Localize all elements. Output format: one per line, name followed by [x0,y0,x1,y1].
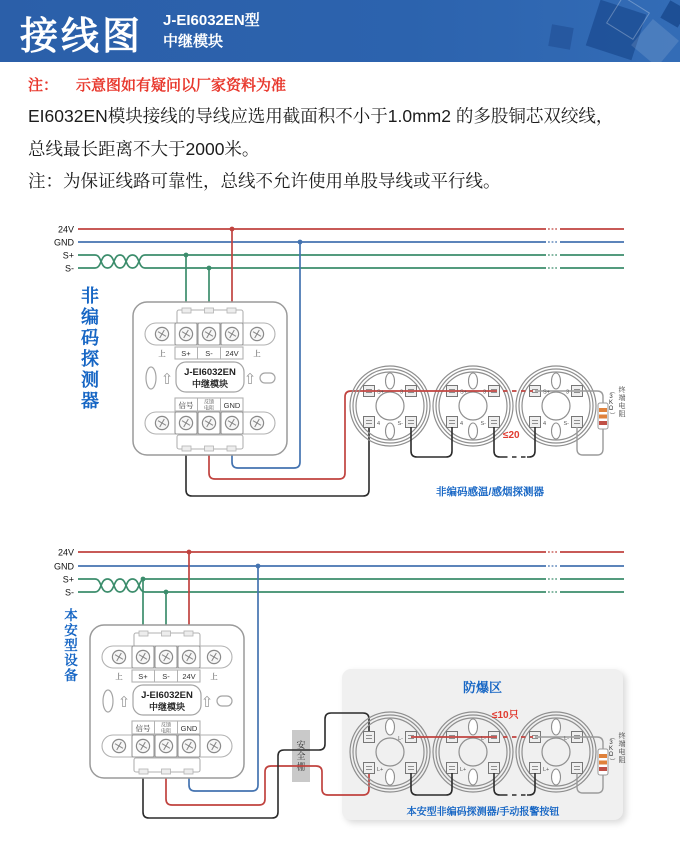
detector-base [516,712,596,792]
screw-icon [155,416,168,429]
det-terminal-label: 3 [399,389,403,396]
junction-dot [184,253,189,258]
det-terminal-label: 3 [565,389,569,396]
det-terminal-label: S+ [543,389,550,396]
model-subtitle [163,10,260,52]
bus-label-sminus: S- [65,263,74,274]
safety-barrier: 安全栅 [292,730,310,782]
screw-icon [112,739,125,752]
detector-base [433,712,513,792]
terminal-label: 信号 [178,401,194,410]
max-count-note-1: ≤20 [503,430,520,441]
det-terminal-label: L- [481,736,486,742]
detector-caption-2: 本安型非编码探测器/手动报警按钮 [406,807,560,818]
det-terminal-label: S- [480,421,486,427]
module-type: 中继模块 [191,379,229,389]
up-arrow-icon: ⇧ [243,371,257,388]
spec-text-line1: EI6032EN模块接线的导线应选用截面积不小于1.0mm2 的多股铜芯双绞线， [28,106,614,126]
bus-label-splus: S+ [62,574,74,585]
det-terminal-label: L+ [377,767,384,773]
terminal-label: 信号 [135,724,151,733]
relay-module-1 [133,302,287,455]
side-label-diagram1: 非编码探测器 [79,286,99,412]
bus-lines-2 [54,548,624,598]
up-arrow-icon: ⇧ [117,694,131,711]
terminal-label: 电阻 [203,405,215,412]
screw-icon [136,739,149,752]
bus-label-gnd: GND [54,237,74,248]
det-terminal-label: 4 [377,421,381,427]
det-terminal-label: L+ [543,767,550,773]
terminal-label: 上 [210,672,218,681]
detector-base [350,366,430,446]
page-title: 接线图 [20,16,144,58]
bus-label-24v: 24V [57,224,74,235]
detector-caption-1: 非编码感温/感烟探测器 [436,486,544,498]
terminal-label: 电阻 [160,728,172,735]
screw-icon [159,650,172,663]
det-terminal-label: 4 [460,421,464,427]
junction-dot [164,590,169,595]
screw-icon [159,739,172,752]
mount-slot [103,690,113,712]
bus-label-sminus: S- [65,587,74,598]
resistor-label-2: 终端电阻 [618,732,625,764]
det-terminal-label: L+ [460,767,467,773]
resistor-value-2: （3KΩ） [608,734,614,764]
junction-dot [207,266,212,271]
terminal-label: GND [180,724,198,733]
wire-sminus-bus-twisted [78,579,546,592]
module-name: J-EI6032EN [141,690,193,701]
terminal-label: 24V [225,349,239,358]
model-name: J-EI6032EN型 [163,12,260,29]
detector-row-2 [350,712,596,792]
screw-icon [225,327,238,340]
screw-icon [207,739,220,752]
detector-base [433,366,513,446]
header [0,0,680,62]
zone-label: 防爆区 [462,680,502,695]
screw-icon [179,416,192,429]
module-name: J-EI6032EN [184,367,236,378]
terminal-label: 反馈 [203,399,215,406]
terminal-label: GND [223,401,241,410]
junction-dot [256,564,261,569]
screw-icon [182,739,195,752]
detector-base [516,366,596,446]
bus-label-splus: S+ [62,250,74,261]
screw-icon [136,650,149,663]
terminal-label: S- [162,672,170,681]
det-terminal-label: L- [398,736,403,742]
resistor-label-1: 终端电阻 [618,386,625,418]
terminal-label: S+ [138,672,148,681]
warning-prefix: 注： [28,77,59,94]
det-terminal-label: 4 [543,421,547,427]
screw-icon [202,416,215,429]
side-label-diagram2: 本安型设备 [62,608,77,683]
relay-module-2 [90,625,244,778]
terminal-label: 反馈 [160,722,172,729]
spec-text-line2: 总线最长距离不大于2000米。 [28,139,260,159]
screw-icon [202,327,215,340]
screw-icon [182,650,195,663]
mount-slot [217,696,232,706]
screw-icon [112,650,125,663]
bus-label-gnd: GND [54,561,74,572]
screw-icon [207,650,220,663]
det-terminal-label: S- [563,421,569,427]
junction-dot [187,550,192,555]
warning-text: 示意图如有疑问以厂家资料为准 [76,77,287,94]
wire-sminus-bus-twisted [78,255,546,268]
det-terminal-label: S+ [377,389,384,396]
max-count-note-2: ≤10只 [492,710,519,721]
up-arrow-icon: ⇧ [200,694,214,711]
junction-dot [141,577,146,582]
screw-icon [179,327,192,340]
decor-cube-icon [548,24,573,49]
det-terminal-label: 3 [482,389,486,396]
terminal-label: 24V [182,672,196,681]
terminal-label: 上 [158,349,166,358]
terminal-label: S+ [181,349,191,358]
screw-icon [250,416,263,429]
mount-slot [260,373,275,383]
product-name: 中继模块 [163,33,224,50]
decor-cube-icon [660,0,680,27]
junction-dot [298,240,303,245]
wire-splus-bus-twisted [78,255,546,268]
terminal-label: 上 [253,349,261,358]
up-arrow-icon: ⇧ [160,371,174,388]
warning-note [28,74,286,95]
bus-lines-1 [54,225,624,274]
module-type: 中继模块 [148,702,186,712]
junction-dot [230,227,235,232]
det-terminal-label: S+ [460,389,467,396]
det-terminal-label: S- [397,421,403,427]
wire-splus-bus-twisted [78,579,546,592]
screw-icon [225,416,238,429]
resistor-value-1: （3KΩ） [608,388,614,418]
screw-icon [250,327,263,340]
terminal-label: S- [205,349,213,358]
det-terminal-label: L- [564,736,569,742]
spec-text-line3: 注：为保证线路可靠性，总线不允许使用单股导线或平行线。 [28,171,501,191]
bus-label-24v: 24V [57,547,74,558]
screw-icon [155,327,168,340]
wire-resistor-bottom [577,427,603,455]
terminal-label: 上 [115,672,123,681]
detector-base [350,712,430,792]
mount-slot [146,367,156,389]
detector-row-1 [350,366,596,446]
